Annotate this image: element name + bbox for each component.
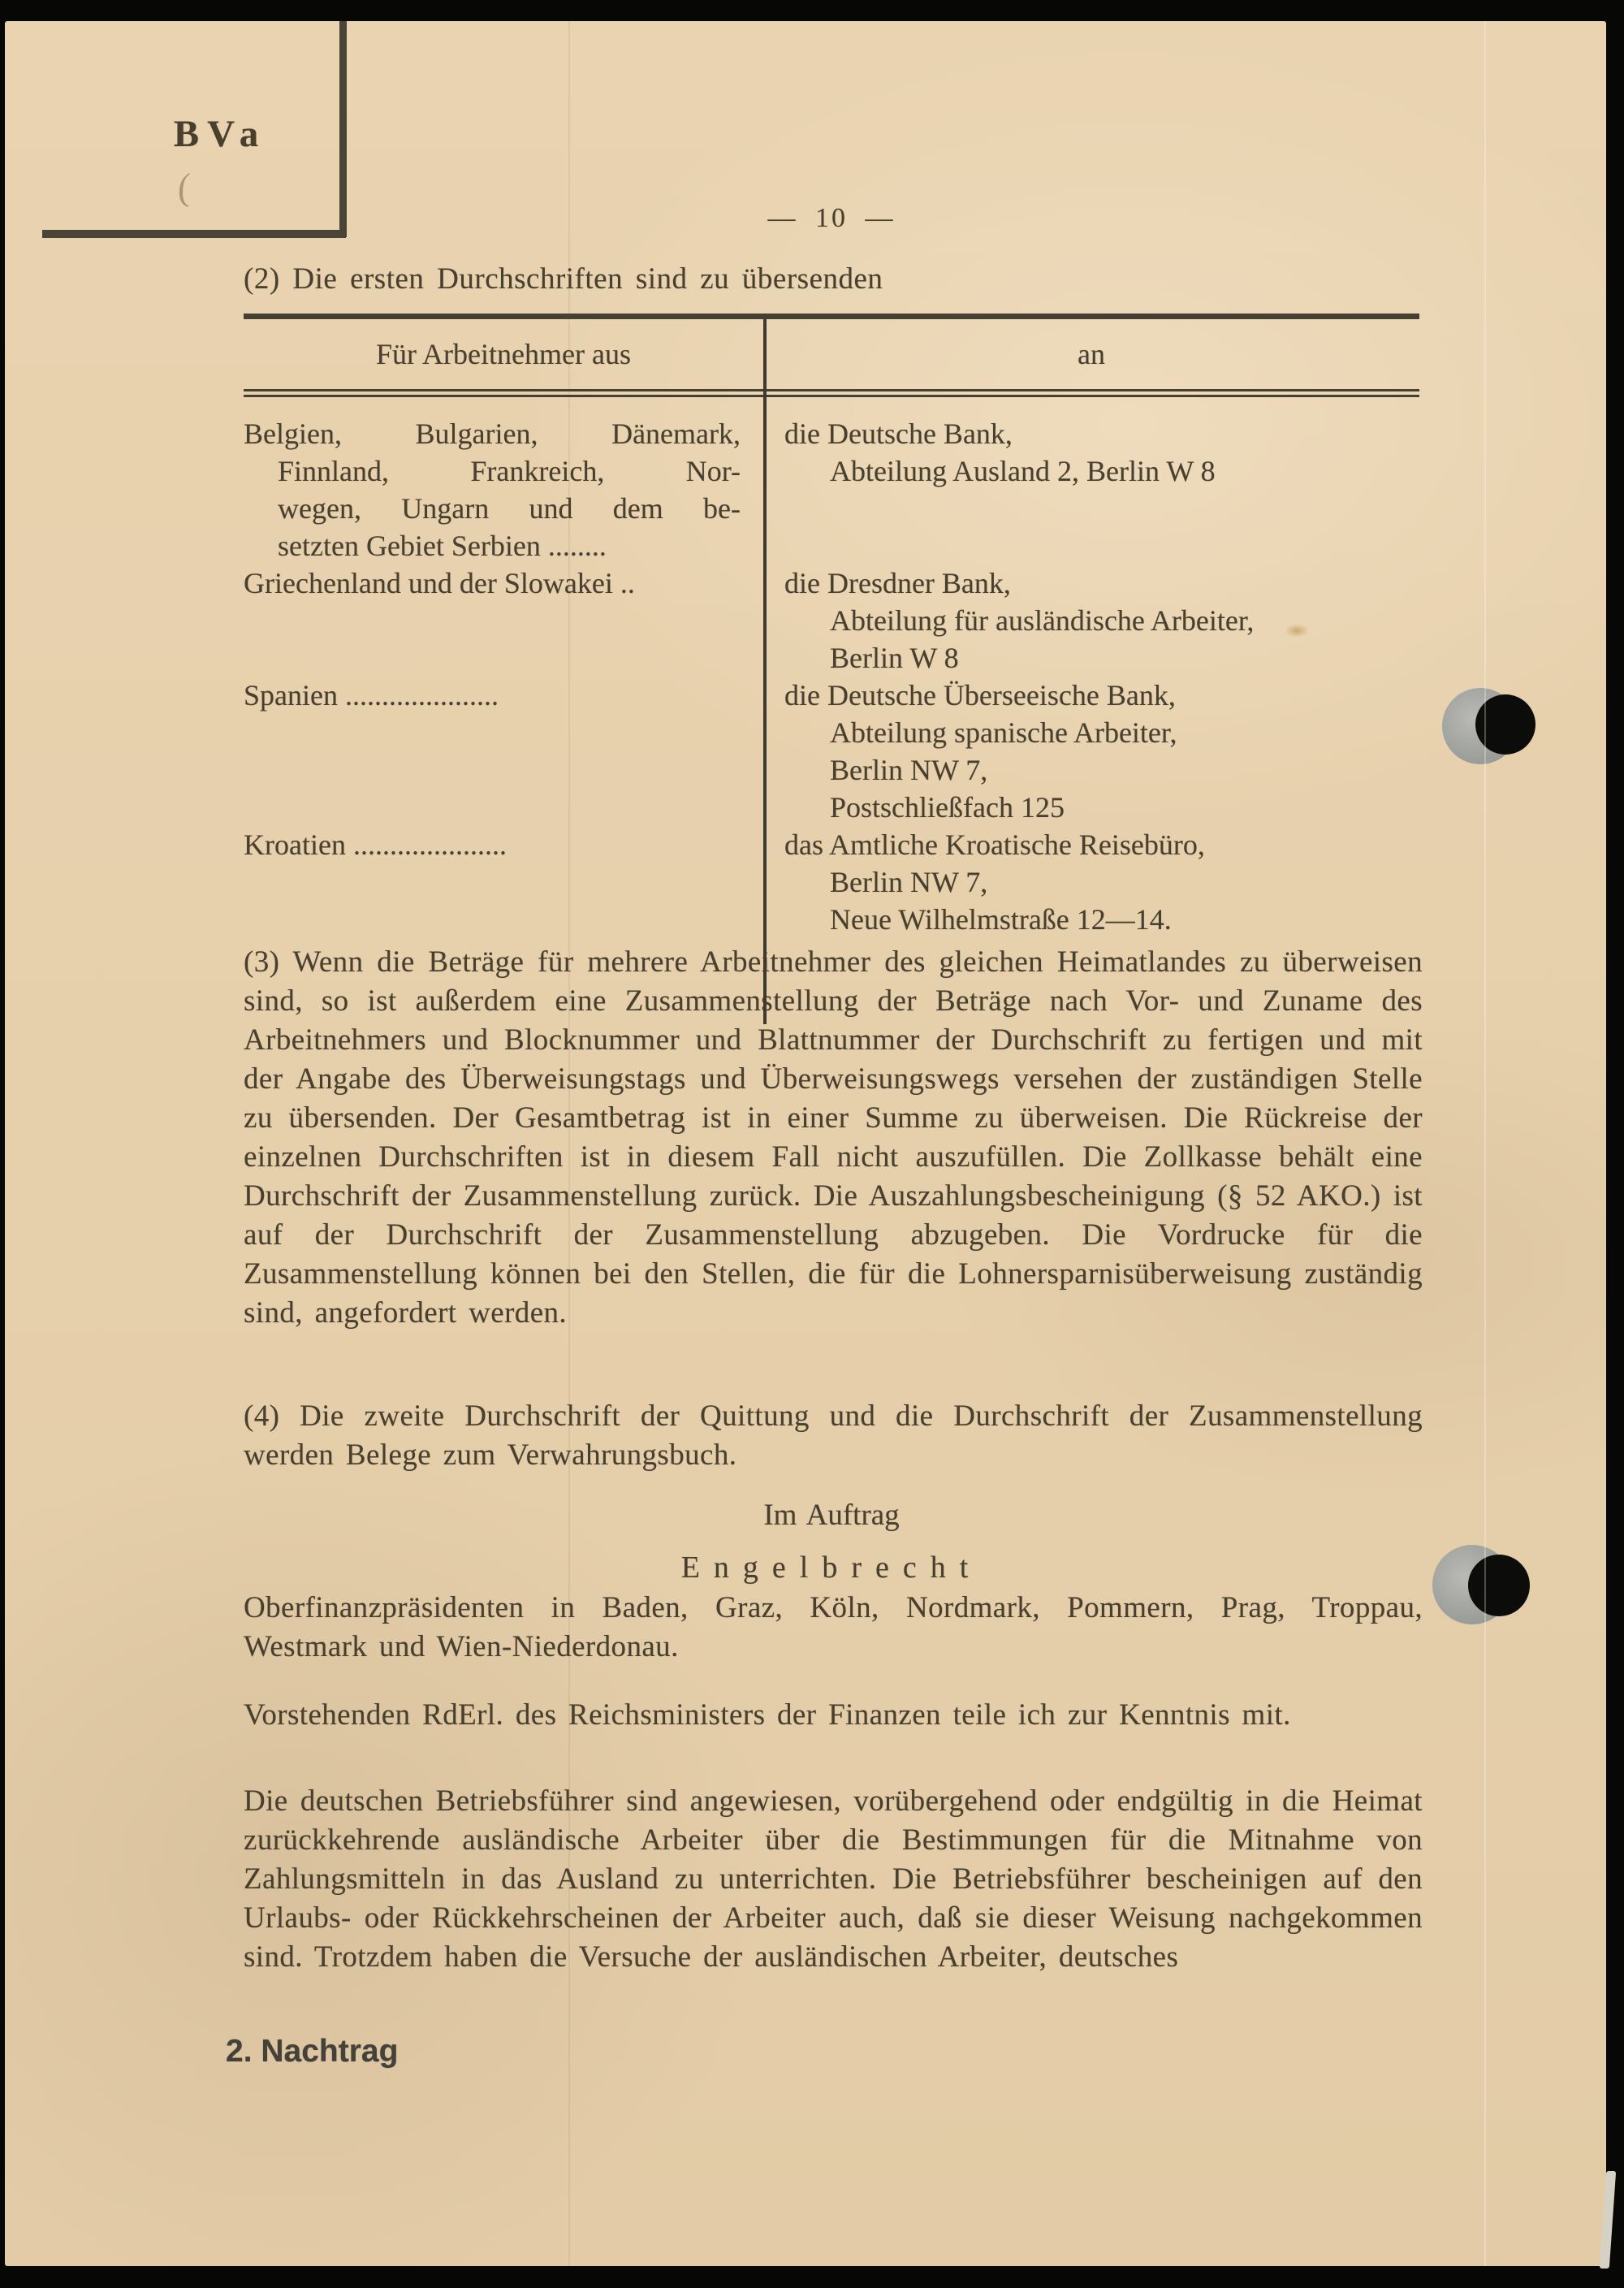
page-number: — 10 —: [767, 203, 896, 233]
distribution-list: Oberfinanzpräsidenten in Baden, Graz, Köln, Nordmark, Pommern, Prag, Troppau, Westmark und Wien-Niederdonau.: [244, 1591, 1423, 1663]
table-top-rule: [244, 314, 1419, 319]
paper-crease-left: [568, 21, 570, 2266]
table-header-double-rule: [244, 389, 1419, 397]
paragraph-4: (4) Die zweite Durchschrift der Quittung und die Durchschrift der Zusammenstellung werden Belege zum Verwahrungsbuch.: [244, 1399, 1423, 1472]
cell-line: wegen, Ungarn und dem be-: [278, 492, 741, 525]
table-row: [244, 677, 1419, 826]
paragraph-2-intro: (2) Die ersten Durchschriften sind zu übersenden: [244, 262, 883, 296]
cell-line: Neue Wilhelmstraße 12—14.: [830, 903, 1172, 936]
cell-recipient: [763, 677, 1419, 826]
signature-intro: Im Auftrag: [763, 1499, 900, 1532]
cell-line: Belgien, Bulgarien, Dänemark,: [244, 417, 741, 450]
table-column-divider: [763, 319, 767, 1024]
document-page: [5, 21, 1606, 2266]
cell-recipient: [763, 826, 1419, 938]
pen-mark: (: [174, 166, 192, 209]
cell-line: die Deutsche Überseeische Bank,: [784, 679, 1176, 711]
table-row: [244, 564, 1419, 677]
column-header-workers-from: Für Arbeitnehmer aus: [376, 338, 631, 370]
cell-countries: [244, 826, 763, 938]
cell-countries: [244, 677, 763, 826]
cell-line: Berlin NW 7,: [830, 866, 988, 898]
cell-line: Finnland, Frankreich, Nor-: [278, 455, 741, 487]
cell-recipient: [763, 564, 1419, 677]
closing-paragraph: Die deutschen Betriebsführer sind angewiesen, vorübergehend oder endgültig in die Heimat zurückkehrende ausländische Arbeiter über die Bestimmungen für die Mitnahme von Zahlungsmitteln in das Ausland zu unterrichten. Die Betriebsführer bescheinigen auf den Urlaubs- oder Rückkehrscheinen der Arbeiter auch, daß sie dieser Weisung nachgekommen sind. Trotzdem haben die Versuche der ausländischen Arbeiter, deutsches: [244, 1784, 1423, 1974]
forwarding-note: Vorstehenden RdErl. des Reichsministers der Finanzen teile ich zur Kenntnis mit.: [244, 1698, 1291, 1732]
table-row: [244, 826, 1419, 938]
cell-line: Kroatien .....................: [244, 828, 507, 861]
paper-crease-right: [1484, 21, 1486, 2266]
cell-line: Berlin W 8: [830, 642, 959, 674]
cell-line: Spanien .....................: [244, 679, 499, 711]
cell-recipient: [763, 415, 1419, 564]
signature-name: Engelbrecht: [680, 1551, 983, 1585]
supplement-footer-label: 2. Nachtrag: [226, 2034, 399, 2069]
column-header-recipient: an: [1078, 338, 1105, 370]
paper-stain: [1285, 624, 1309, 638]
cell-line: Berlin NW 7,: [830, 754, 988, 786]
cell-line: Abteilung für ausländische Arbeiter,: [830, 604, 1255, 637]
table-header-row: [244, 319, 1419, 389]
paragraph-3: (3) Wenn die Beträge für mehrere Arbeitnehmer des gleichen Heimatlandes zu überweisen sind, so ist außerdem eine Zusammenstellung der Beträge nach Vor- und Zuname des Arbeitnehmers und Blocknummer und Blattnummer der Durchschrift zu fertigen und mit der Angabe des Überweisungstags und Überweisungswegs versehen der zuständigen Stelle zu übersenden. Der Gesamtbetrag ist in einer Summe zu überweisen. Die Rückreise der einzelnen Durchschriften ist in diesem Fall nicht auszufüllen. Die Zollkasse behält eine Durchschrift der Zusammenstellung zurück. Die Auszahlungsbescheinigung (§ 52 AKO.) ist auf der Durchschrift der Zusammenstellung abzugeben. Die Vordrucke für die Zusammenstellung können bei den Stellen, die für die Lohnersparnisüberweisung zuständig sind, angefordert werden.: [244, 945, 1423, 1330]
cell-line: die Deutsche Bank,: [784, 417, 1013, 450]
table-row: [244, 415, 1419, 564]
cell-line: die Dresdner Bank,: [784, 567, 1011, 599]
cell-countries: [244, 564, 763, 677]
cell-line: Abteilung Ausland 2, Berlin W 8: [830, 455, 1216, 487]
cell-line: Abteilung spanische Arbeiter,: [830, 716, 1177, 749]
transfer-table: [244, 314, 1419, 938]
cell-line: setzten Gebiet Serbien ........: [278, 530, 607, 562]
cell-line: Postschließfach 125: [830, 791, 1065, 824]
classification-label: BVa: [173, 113, 267, 155]
cell-line: Griechenland und der Slowakei ..: [244, 567, 635, 599]
table-body: [244, 415, 1419, 938]
cell-countries: [244, 415, 763, 564]
cell-line: das Amtliche Kroatische Reisebüro,: [784, 828, 1205, 861]
hole-punch-bottom: [1468, 1555, 1530, 1616]
